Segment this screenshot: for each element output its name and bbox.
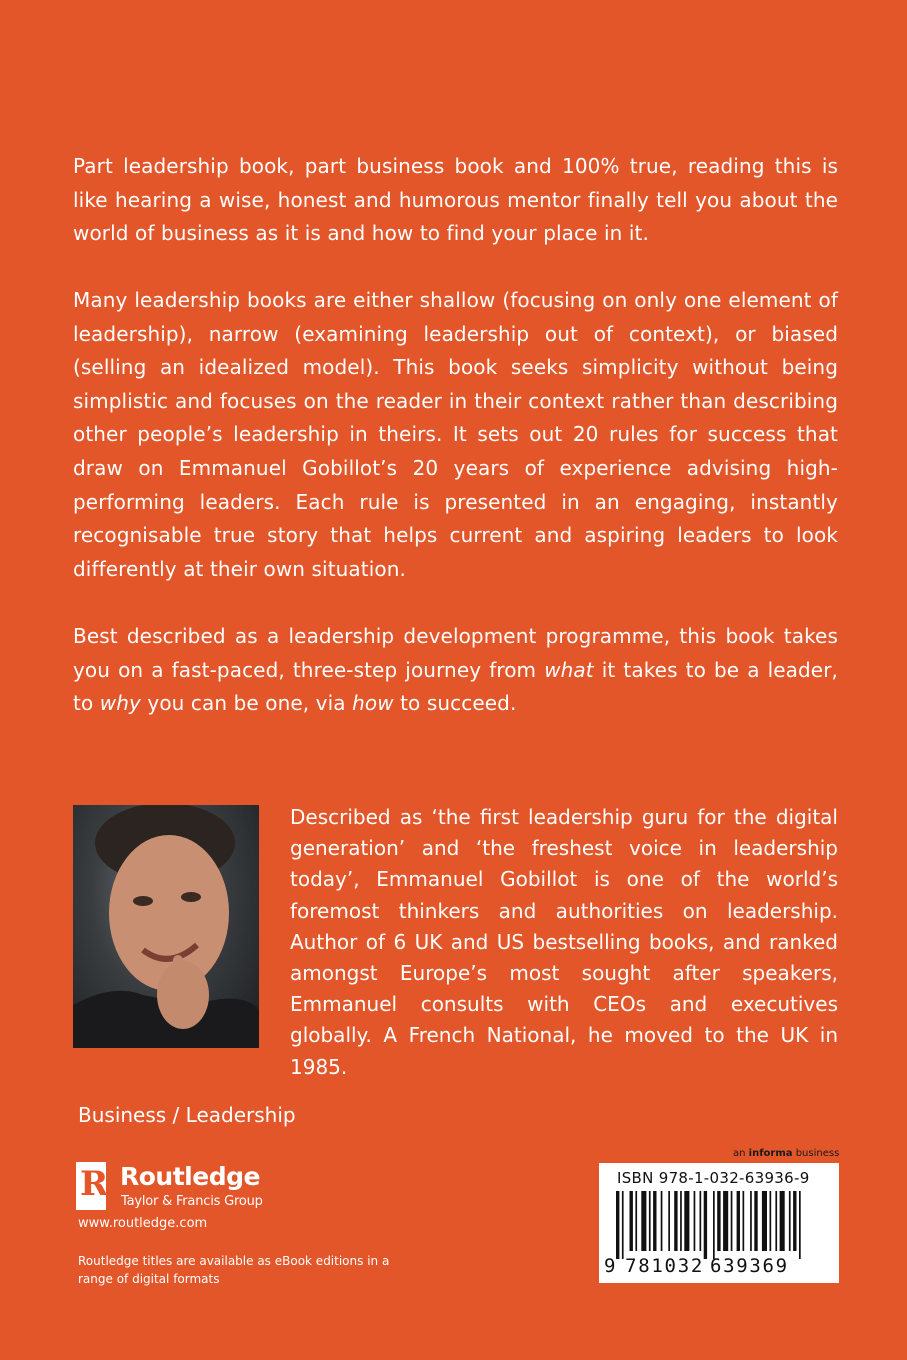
- blurb-paragraph-1: Part leadership book, part business book and 100% true, reading this is like hearing a wise, honest and humorous mentor finally tell you about the world of business as it is and how to find your place in it.: [73, 154, 838, 246]
- barcode-bar: [762, 1191, 767, 1251]
- barcode-bars: [610, 1191, 828, 1259]
- barcode-bar: [630, 1191, 633, 1251]
- barcode-bar: [717, 1191, 720, 1251]
- barcode-bar: [793, 1191, 796, 1251]
- barcode-bar: [780, 1191, 785, 1251]
- barcode-bar: [743, 1191, 745, 1251]
- barcode-bar: [789, 1191, 791, 1251]
- barcode-bar: [723, 1191, 728, 1251]
- barcode-bar: [635, 1191, 637, 1251]
- barcode-bar: [616, 1191, 619, 1259]
- barcode-bar: [799, 1191, 801, 1259]
- blurb-p3-text-a: Best described as a leadership development programme, this book takes you on a fast-paced, three-step journey from: [73, 624, 838, 682]
- barcode-bar: [680, 1191, 682, 1251]
- blurb-paragraph-2: Many leadership books are either shallow (focusing on only one element of leadership), narrow (examining leadership out of context), or biased (selling an idealized model). This book seeks simplicity without being simplistic and focuses on the reader in their context rather than describing other people’s leadership in theirs. It sets out 20 rules for success that draw on Emmanuel Gobillot’s 20 years of experience advising high-performing leaders. Each rule is presented in an engaging, instantly recognisable true story that helps current and aspiring leaders to look differently at their own situation.: [73, 288, 838, 581]
- informa-brand: informa: [748, 1148, 793, 1159]
- barcode-bar: [775, 1191, 777, 1251]
- publisher-url: www.routledge.com: [78, 1216, 208, 1231]
- barcode-bar: [700, 1191, 702, 1251]
- blurb-p3-why: why: [99, 691, 141, 716]
- author-photo: [73, 805, 259, 1048]
- barcode-bar: [694, 1191, 696, 1251]
- barcode-bar: [750, 1191, 752, 1251]
- author-bio: Described as ‘the first leadership guru for the digital generation’ and ‘the freshest voice in leadership today’, Emmanuel Gobillot is one of the world’s foremost thinkers and authorities on leadership. Author of 6 UK and US bestselling books, and ranked amongst Europe’s most sought after speakers, Emmanuel consults with CEOs and executives globally. A French National, he moved to the UK in 1985.: [290, 805, 838, 1079]
- blurb-p3-text-b: it takes to be a leader, to: [73, 657, 838, 716]
- publisher-name: Routledge: [120, 1162, 260, 1191]
- routledge-logo: [76, 1162, 109, 1210]
- barcode-box: [599, 1163, 839, 1283]
- barcode-bar: [754, 1191, 757, 1251]
- blurb-p3-how: how: [352, 691, 394, 716]
- barcode-digits-right: 639369: [709, 1255, 789, 1277]
- barcode-bar: [737, 1191, 740, 1251]
- ebook-note: Routledge titles are available as eBook editions in a range of digital formats: [78, 1254, 390, 1286]
- isbn-label: ISBN 978-1-032-63936-9: [617, 1169, 810, 1187]
- barcode-digit-lead: 9: [604, 1255, 618, 1277]
- barcode-bar: [668, 1191, 670, 1251]
- blurb-p3-text-c: you can be one, via: [140, 691, 353, 716]
- barcode-bar: [704, 1191, 707, 1259]
- barcode-bar: [653, 1191, 656, 1251]
- barcode-bar: [684, 1191, 689, 1251]
- informa-tagline: an informa business: [733, 1148, 840, 1159]
- blurb-paragraph-3: [73, 620, 838, 721]
- barcode-bar: [770, 1191, 772, 1251]
- barcode-bar: [731, 1191, 733, 1251]
- category-label: Business / Leadership: [78, 1103, 296, 1127]
- barcode-bar: [661, 1191, 663, 1251]
- barcode-bar: [649, 1191, 651, 1251]
- publisher-group: Taylor & Francis Group: [121, 1194, 263, 1209]
- barcode-digits: [604, 1255, 789, 1277]
- blurb-p3-what: what: [544, 657, 594, 682]
- barcode-bar: [674, 1191, 677, 1251]
- blurb-p3-text-d: to succeed.: [393, 691, 517, 716]
- barcode-bar: [641, 1191, 646, 1251]
- barcode-digits-left: 781032: [625, 1255, 704, 1277]
- barcode-bar: [713, 1191, 715, 1259]
- barcode-bar: [622, 1191, 624, 1259]
- routledge-logo-letter: R: [80, 1164, 109, 1204]
